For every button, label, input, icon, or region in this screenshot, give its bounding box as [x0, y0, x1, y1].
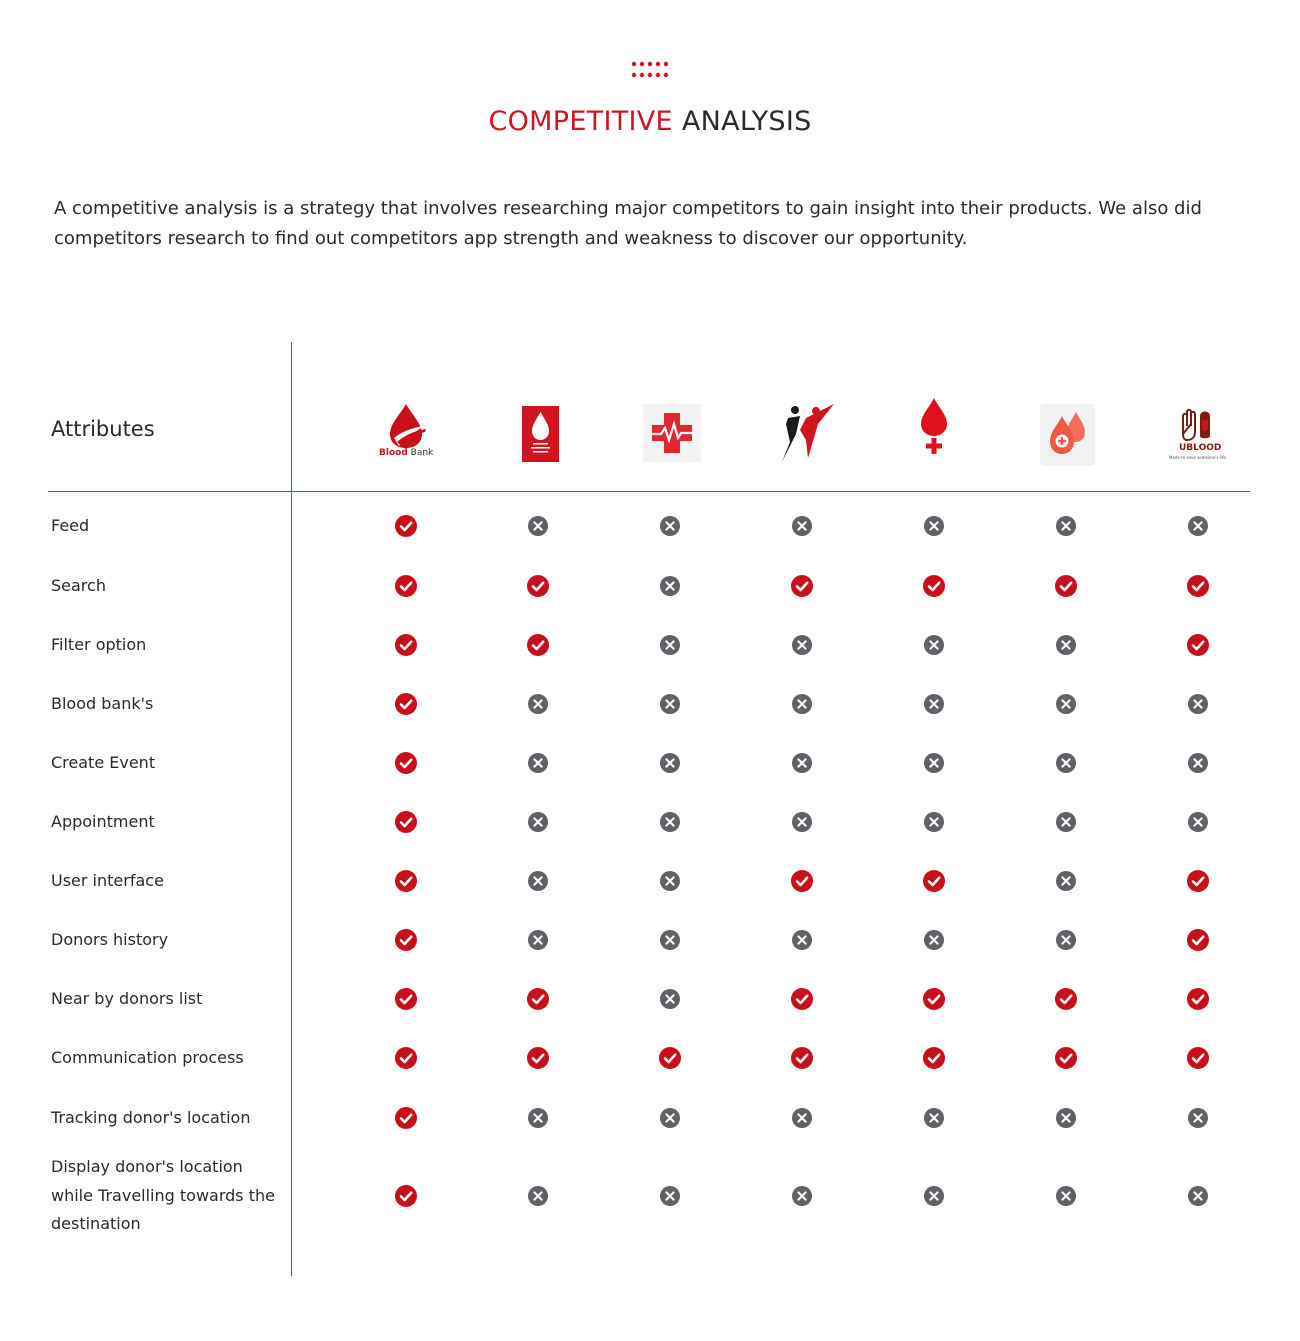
check-icon	[527, 988, 549, 1010]
row-label-appointment: Appointment	[51, 811, 155, 831]
table-header-divider	[48, 491, 1250, 492]
check-icon	[527, 634, 549, 656]
ublood-logo-tagline: Made to save someone's life	[1169, 455, 1226, 460]
check-icon	[1187, 634, 1209, 656]
cross-icon	[924, 753, 946, 775]
blood-bank-logo-text: Blood Bank	[379, 448, 434, 458]
ublood-logo-text: UBLOOD	[1179, 443, 1222, 453]
logo-ublood	[1166, 406, 1230, 464]
cross-icon	[660, 989, 682, 1011]
check-icon	[395, 515, 417, 537]
cross-icon	[792, 694, 814, 716]
check-icon	[1187, 988, 1209, 1010]
attributes-heading: Attributes	[51, 417, 155, 441]
check-icon	[395, 1107, 417, 1129]
row-label-filter-option: Filter option	[51, 634, 147, 654]
intro-paragraph: A competitive analysis is a strategy that involves researching major competitors to gain insight into their products. We also did competitors research to find out competitors app strength and weakness to discover our opportunity.	[54, 198, 1202, 249]
check-icon	[395, 634, 417, 656]
row-label-donors-history: Donors history	[51, 929, 169, 949]
check-icon	[923, 870, 945, 892]
check-icon	[395, 575, 417, 597]
blood-donor-drops-icon	[1040, 404, 1095, 466]
row-label-display-donor-s-location-while-travelling-towards-the-destination: Display donor's location while Travelling towards the destination	[51, 1157, 275, 1234]
check-icon	[395, 929, 417, 951]
logo-donor-drops	[1040, 404, 1095, 466]
check-icon	[395, 811, 417, 833]
check-icon	[1187, 1047, 1209, 1069]
check-icon	[1187, 870, 1209, 892]
cross-icon	[528, 1186, 550, 1208]
check-icon	[395, 693, 417, 715]
cross-icon	[660, 1186, 682, 1208]
row-label-user-interface: User interface	[51, 870, 164, 890]
cross-icon	[1188, 694, 1210, 716]
cross-icon	[1056, 1186, 1078, 1208]
live-blood-bank-logo-icon	[522, 406, 559, 462]
logo-blood-bank	[377, 402, 437, 464]
row-label-feed: Feed	[51, 515, 90, 535]
row-label-blood-bank-s: Blood bank's	[51, 693, 154, 713]
check-icon	[395, 988, 417, 1010]
cross-icon	[528, 1108, 550, 1130]
cross-icon	[1188, 516, 1210, 538]
cross-icon	[1056, 871, 1078, 893]
title-accent: COMPETITIVE	[488, 106, 673, 137]
check-icon	[395, 1047, 417, 1069]
cross-icon	[792, 1108, 814, 1130]
cross-icon	[1188, 753, 1210, 775]
cross-icon	[528, 516, 550, 538]
check-icon	[791, 988, 813, 1010]
cross-icon	[660, 576, 682, 598]
logo-drop-cross	[919, 396, 949, 456]
check-icon	[923, 575, 945, 597]
cross-icon	[792, 753, 814, 775]
cross-icon	[660, 516, 682, 538]
cross-icon	[924, 694, 946, 716]
check-icon	[791, 870, 813, 892]
cross-icon	[1188, 812, 1210, 834]
check-icon	[1055, 575, 1077, 597]
cross-icon	[924, 1108, 946, 1130]
red-cross-heartbeat-icon	[643, 404, 701, 462]
cross-icon	[528, 871, 550, 893]
decorative-dots-icon	[631, 61, 669, 79]
check-icon	[395, 1185, 417, 1207]
check-icon	[1187, 575, 1209, 597]
check-icon	[1055, 1047, 1077, 1069]
blood-drop-cross-icon	[919, 396, 949, 456]
cross-icon	[792, 635, 814, 657]
cross-icon	[660, 753, 682, 775]
cross-icon	[1056, 930, 1078, 952]
check-icon	[1187, 929, 1209, 951]
title-rest: ANALYSIS	[681, 106, 812, 137]
check-icon	[923, 988, 945, 1010]
logo-red-cross	[643, 404, 701, 462]
cross-icon	[924, 812, 946, 834]
cross-icon	[792, 516, 814, 538]
row-label-communication-process: Communication process	[51, 1047, 244, 1067]
check-icon	[659, 1047, 681, 1069]
check-icon	[1055, 988, 1077, 1010]
cross-icon	[660, 694, 682, 716]
cross-icon	[924, 930, 946, 952]
row-label-tracking-donor-s-location: Tracking donor's location	[51, 1107, 251, 1127]
check-icon	[791, 575, 813, 597]
ublood-hands-icon	[1166, 406, 1230, 444]
cross-icon	[792, 930, 814, 952]
cross-icon	[1056, 753, 1078, 775]
check-icon	[527, 575, 549, 597]
cross-icon	[1056, 812, 1078, 834]
cross-icon	[528, 753, 550, 775]
cross-icon	[1056, 516, 1078, 538]
row-label-near-by-donors-list: Near by donors list	[51, 988, 203, 1008]
cross-icon	[924, 635, 946, 657]
cross-icon	[660, 930, 682, 952]
table-vertical-divider	[291, 342, 292, 1276]
cross-icon	[660, 812, 682, 834]
cross-icon	[1188, 1108, 1210, 1130]
helping-figures-icon	[776, 402, 836, 464]
page-title	[0, 106, 1300, 137]
cross-icon	[792, 812, 814, 834]
cross-icon	[528, 812, 550, 834]
row-label-create-event: Create Event	[51, 752, 156, 772]
cross-icon	[1188, 1186, 1210, 1208]
cross-icon	[660, 635, 682, 657]
cross-icon	[1056, 694, 1078, 716]
logo-helping-figures	[776, 402, 836, 464]
cross-icon	[660, 1108, 682, 1130]
cross-icon	[528, 694, 550, 716]
check-icon	[395, 752, 417, 774]
row-label-search: Search	[51, 575, 106, 595]
cross-icon	[1056, 1108, 1078, 1130]
cross-icon	[924, 516, 946, 538]
cross-icon	[1056, 635, 1078, 657]
check-icon	[791, 1047, 813, 1069]
check-icon	[923, 1047, 945, 1069]
cross-icon	[924, 1186, 946, 1208]
cross-icon	[660, 871, 682, 893]
cross-icon	[792, 1186, 814, 1208]
cross-icon	[528, 930, 550, 952]
check-icon	[395, 870, 417, 892]
check-icon	[527, 1047, 549, 1069]
logo-live-blood-bank	[522, 406, 559, 462]
